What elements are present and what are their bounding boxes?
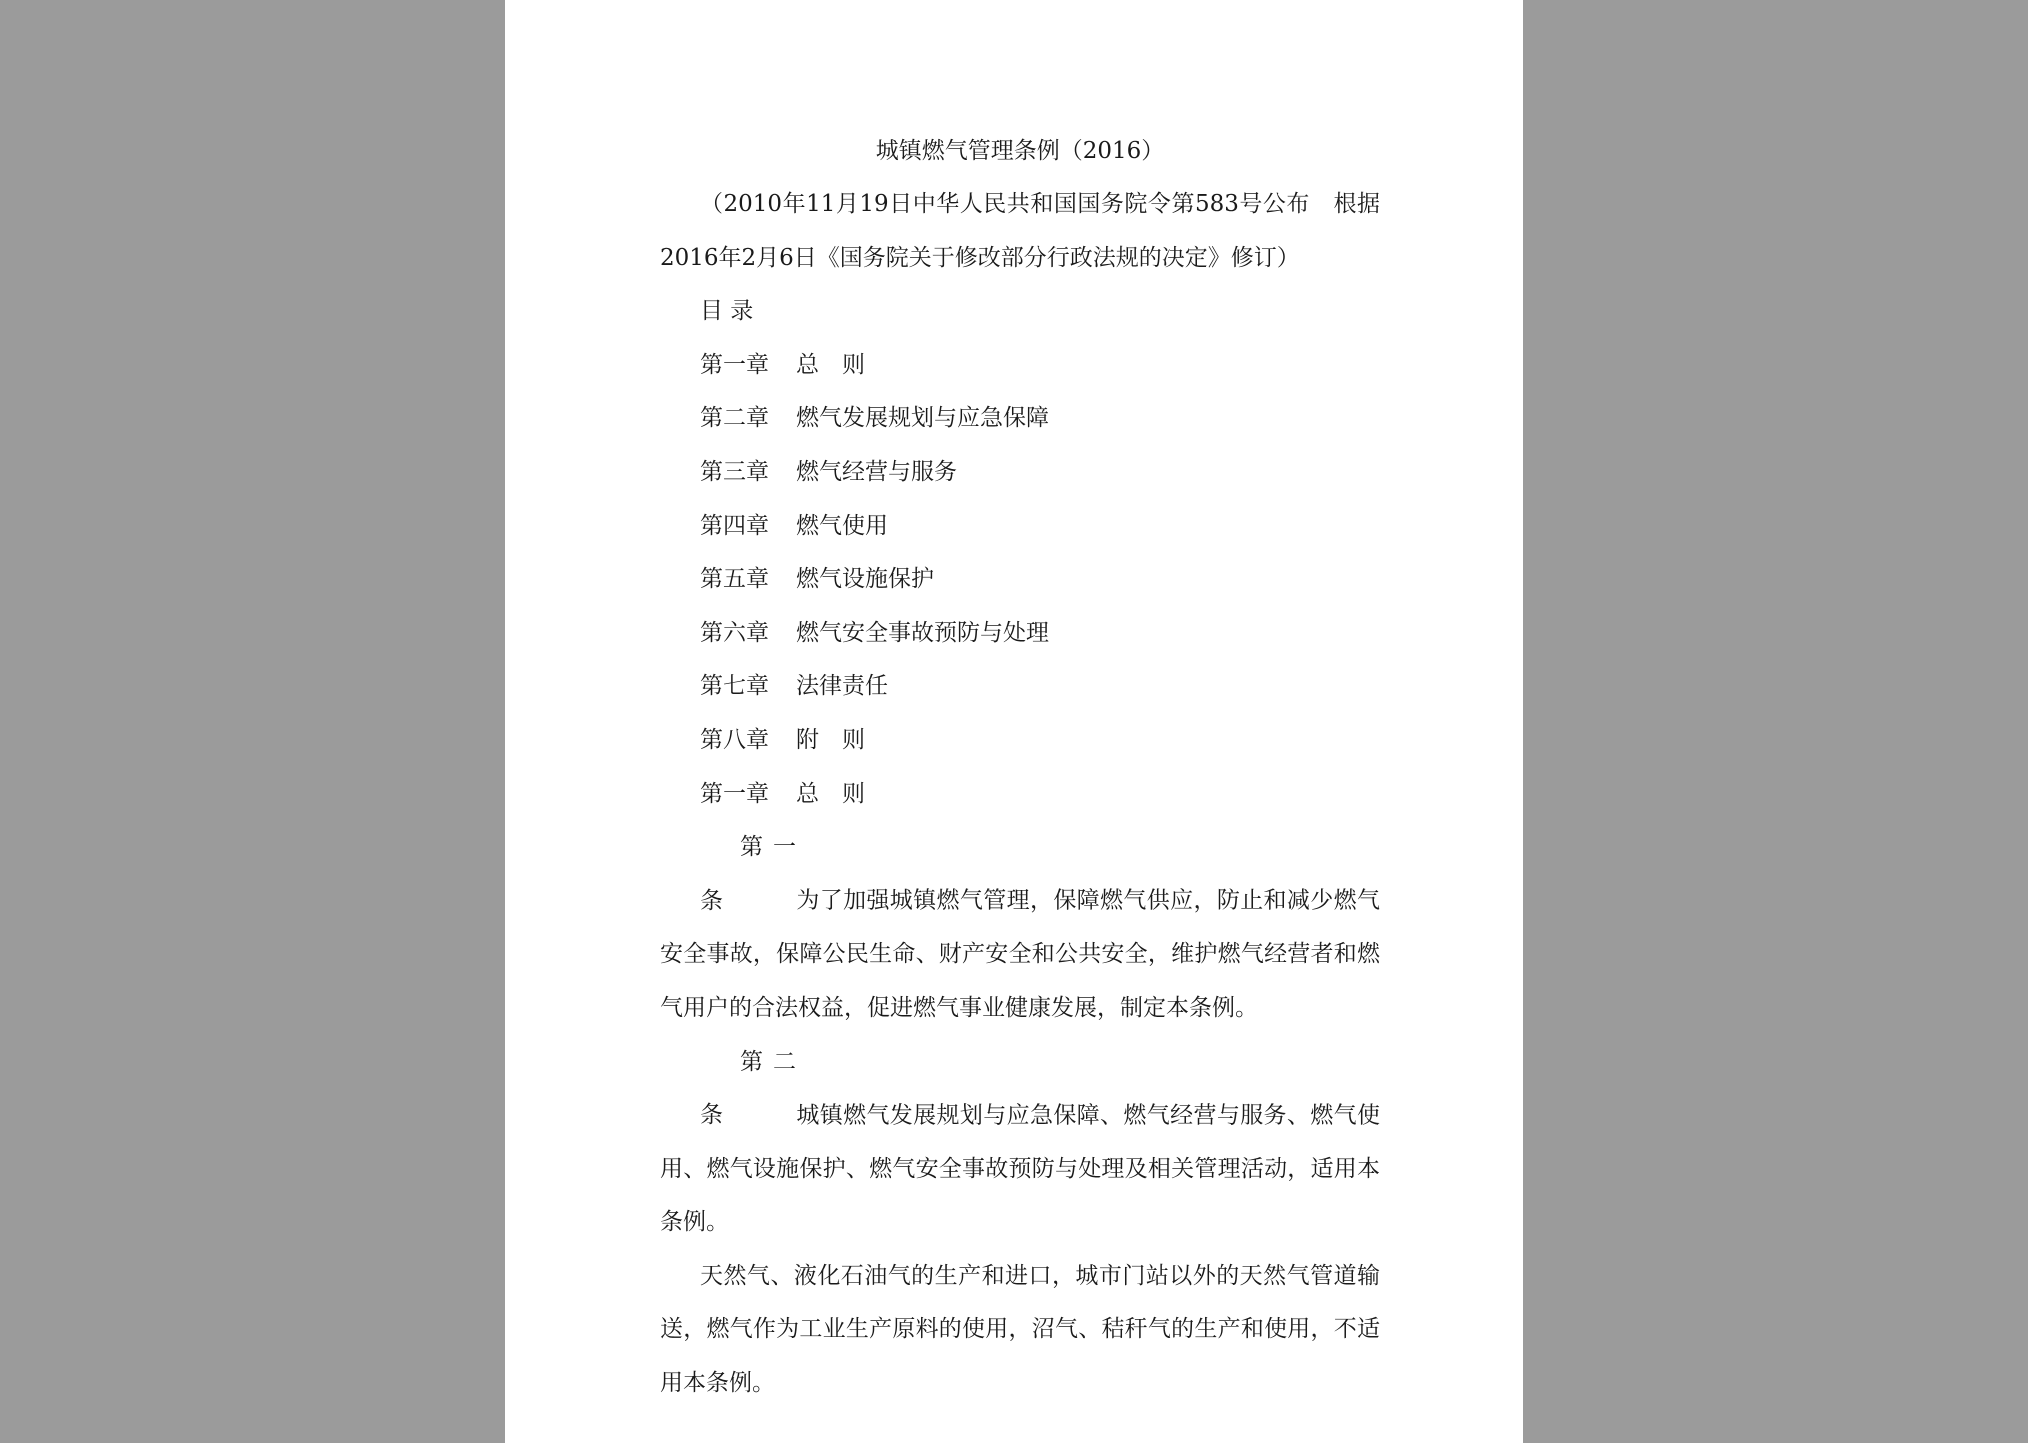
toc-chapter-title: 法律责任: [796, 673, 888, 700]
article-label: 第二条: [700, 1048, 796, 1129]
toc-chapter-number: 第一章: [700, 351, 769, 378]
toc-chapter-title: 总 则: [796, 351, 865, 378]
document-page: [505, 0, 1523, 1443]
preamble: （2010年11月19日中华人民共和国国务院令第583号公布 根据2016年2月6日《国务院关于修改部分行政法规的决定》修订）: [660, 191, 1380, 271]
chapter-heading: [660, 768, 1380, 822]
toc-chapter-number: 第二章: [700, 405, 769, 432]
toc-item: [660, 392, 1380, 446]
toc-heading: 目 录: [700, 298, 754, 325]
toc-chapter-number: 第六章: [700, 619, 769, 646]
toc-chapter-number: 第七章: [700, 673, 769, 700]
toc-chapter-number: 第四章: [700, 512, 769, 539]
chapter-number: 第一章: [700, 780, 769, 807]
article-2-paragraph-2: 天然气、液化石油气的生产和进口，城市门站以外的天然气管道输送，燃气作为工业生产原料的使用，沼气、秸秆气的生产和使用，不适用本条例。: [660, 1262, 1380, 1397]
toc-chapter-number: 第三章: [700, 458, 769, 485]
toc-item: [660, 553, 1380, 607]
page-content: [660, 124, 1380, 1411]
toc-item: [660, 446, 1380, 500]
toc-chapter-number: 第五章: [700, 566, 769, 593]
toc-chapter-title: 燃气设施保护: [796, 566, 934, 593]
chapter-title: 总 则: [796, 780, 865, 807]
document-title: 城镇燃气管理条例（2016）: [875, 138, 1165, 164]
toc-chapter-title: 燃气安全事故预防与处理: [796, 619, 1049, 646]
article-1: [660, 821, 1380, 1035]
article-label: 第一条: [700, 834, 796, 914]
toc-chapter-title: 附 则: [796, 726, 865, 753]
article-text: 为了加强城镇燃气管理，保障燃气供应，防止和减少燃气安全事故，保障公民生命、财产安全和公共安全，维护燃气经营者和燃气用户的合法权益，促进燃气事业健康发展，制定本条例。: [660, 887, 1380, 1021]
toc-chapter-number: 第八章: [700, 726, 769, 753]
toc-item: [660, 500, 1380, 554]
toc-item: [660, 607, 1380, 661]
toc-chapter-title: 燃气使用: [796, 512, 888, 539]
article-2: [660, 1036, 1380, 1250]
toc-chapter-title: 燃气经营与服务: [796, 458, 957, 485]
toc-item: [660, 714, 1380, 768]
toc-item: [660, 339, 1380, 393]
toc-item: [660, 660, 1380, 714]
article-text: 城镇燃气发展规划与应急保障、燃气经营与服务、燃气使用、燃气设施保护、燃气安全事故预防与处理及相关管理活动，适用本条例。: [660, 1102, 1380, 1236]
toc-chapter-title: 燃气发展规划与应急保障: [796, 405, 1049, 432]
